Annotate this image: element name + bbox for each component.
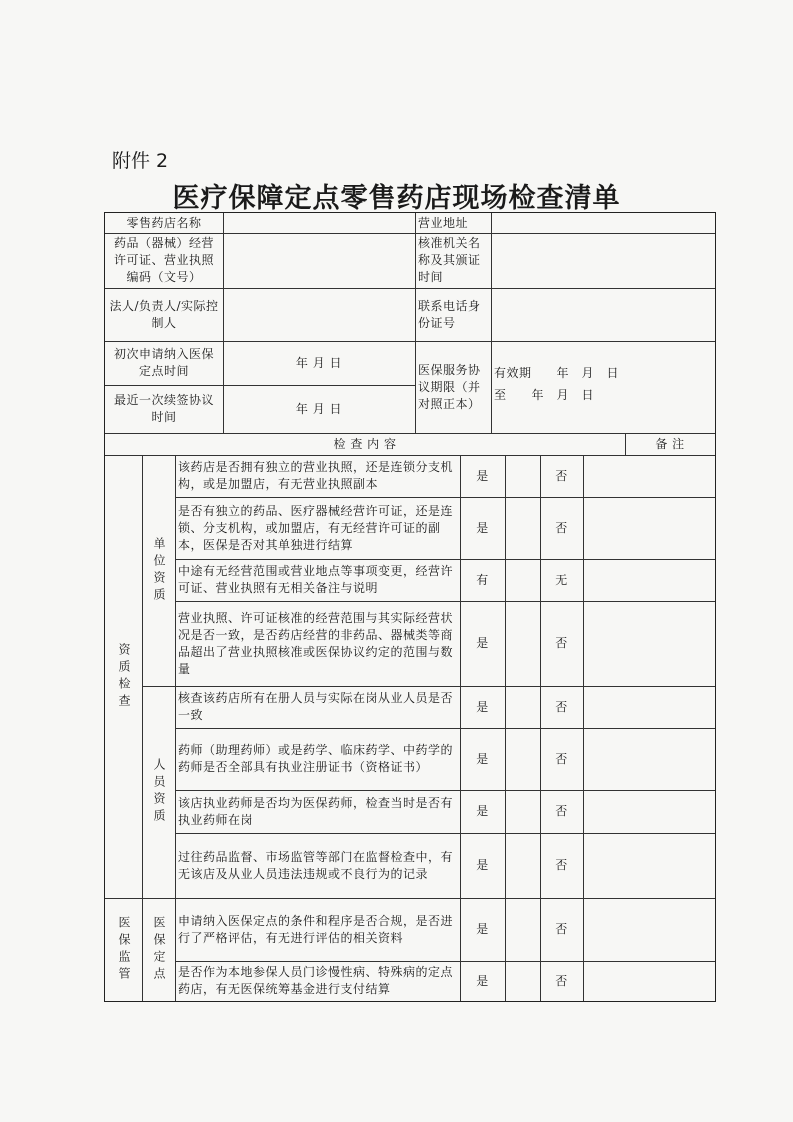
check-item-text: 该药店是否拥有独立的营业执照，还是连锁分支机构，或是加盟店，有无营业执照副本 [178,460,454,491]
first-apply-label: 初次申请纳入医保定点时间 [113,347,214,378]
recent-renew-date: 年 月 日 [295,401,343,416]
check-item-text: 药师（助理药师）或是药学、临床药学、中药学的药师是否全部具有执业注册证书（资格证书） [178,743,454,774]
agreement-term-label: 医保服务协议期限（并对照正本） [418,362,481,411]
check-item-text: 是否有独立的药品、医疗器械经营许可证，还是连锁、分支机构，或加盟店，有无经营许可证的副本，医保是否对其单独进行结算 [178,503,454,552]
col-divider [625,433,626,455]
attachment-label: 附件 2 [112,150,169,172]
no-option[interactable]: 否 [555,751,568,766]
yes-option[interactable]: 是 [476,699,489,714]
check-item-text: 是否作为本地参保人员门诊慢性病、特殊病的定点药店，有无医保统筹基金进行支付结算 [178,965,454,996]
check-item-text: 中途有无经营范围或营业地点等事项变更，经营许可证、营业执照有无相关备注与说明 [178,564,454,595]
first-apply-date: 年 月 日 [295,355,343,370]
check-item-text: 核查该药店所有在册人员与实际在岗从业人员是否一致 [178,691,454,722]
designated-label: 医保定点 [152,915,166,984]
no-option[interactable]: 否 [555,468,568,483]
agreement-valid-from: 有效期 年 月 日 [494,365,620,380]
store-name-label: 零售药店名称 [126,215,202,230]
content-header: 检 查 内 容 [333,436,397,451]
contact-label: 联系电话身份证号 [418,298,481,330]
no-option[interactable]: 否 [555,973,568,988]
approval-org-label: 核准机关名称及其颁证时间 [418,236,481,284]
yes-option[interactable]: 是 [476,858,489,872]
business-address-label: 营业地址 [418,215,469,230]
supervision-section-label: 医保监管 [117,915,131,984]
check-item-text: 过往药品监督、市场监管等部门在监督检查中，有无该店及从业人员违法违规或不良行为的记录 [178,849,454,881]
check-item-text: 营业执照、许可证核准的经营范围与其实际经营状况是否一致，是否药店经营的非药品、器械类等商品超出了营业执照核准或医保协议约定的范围与数量 [178,610,454,676]
no-option[interactable]: 否 [555,520,568,535]
check-item-text: 该店执业药师是否均为医保药师，检查当时是否有执业药师在岗 [178,795,454,827]
no-option[interactable]: 无 [555,572,568,587]
yes-option[interactable]: 有 [476,572,489,587]
staff-qualification-label: 人员资质 [152,758,166,826]
yes-option[interactable]: 是 [476,468,489,483]
no-option[interactable]: 否 [555,804,568,818]
yes-option[interactable]: 是 [476,804,489,818]
license-number-label: 药品（器械）经营许可证、营业执照编码（文号） [113,236,214,284]
no-option[interactable]: 否 [555,922,568,936]
yes-option[interactable]: 是 [476,751,489,766]
recent-renew-label: 最近一次续签协议时间 [113,393,214,424]
checklist-table [104,212,716,1002]
check-item-text: 申请纳入医保定点的条件和程序是否合规，是否进行了严格评估，有无进行评估的相关资料 [178,913,454,945]
no-option[interactable]: 否 [555,699,568,714]
no-option[interactable]: 否 [555,636,568,650]
page-title: 医疗保障定点零售药店现场检查清单 [172,183,621,214]
legal-person-label: 法人/负责人/实际控制人 [109,298,219,330]
yes-option[interactable]: 是 [476,973,489,988]
yes-option[interactable]: 是 [476,636,489,650]
agreement-valid-to: 至 年 月 日 [494,387,595,402]
no-option[interactable]: 否 [555,858,568,872]
remark-header: 备 注 [655,436,685,451]
qualification-section-label: 资质检查 [117,642,131,711]
yes-option[interactable]: 是 [476,922,489,936]
unit-qualification-label: 单位资质 [152,536,166,605]
yes-option[interactable]: 是 [476,520,489,535]
